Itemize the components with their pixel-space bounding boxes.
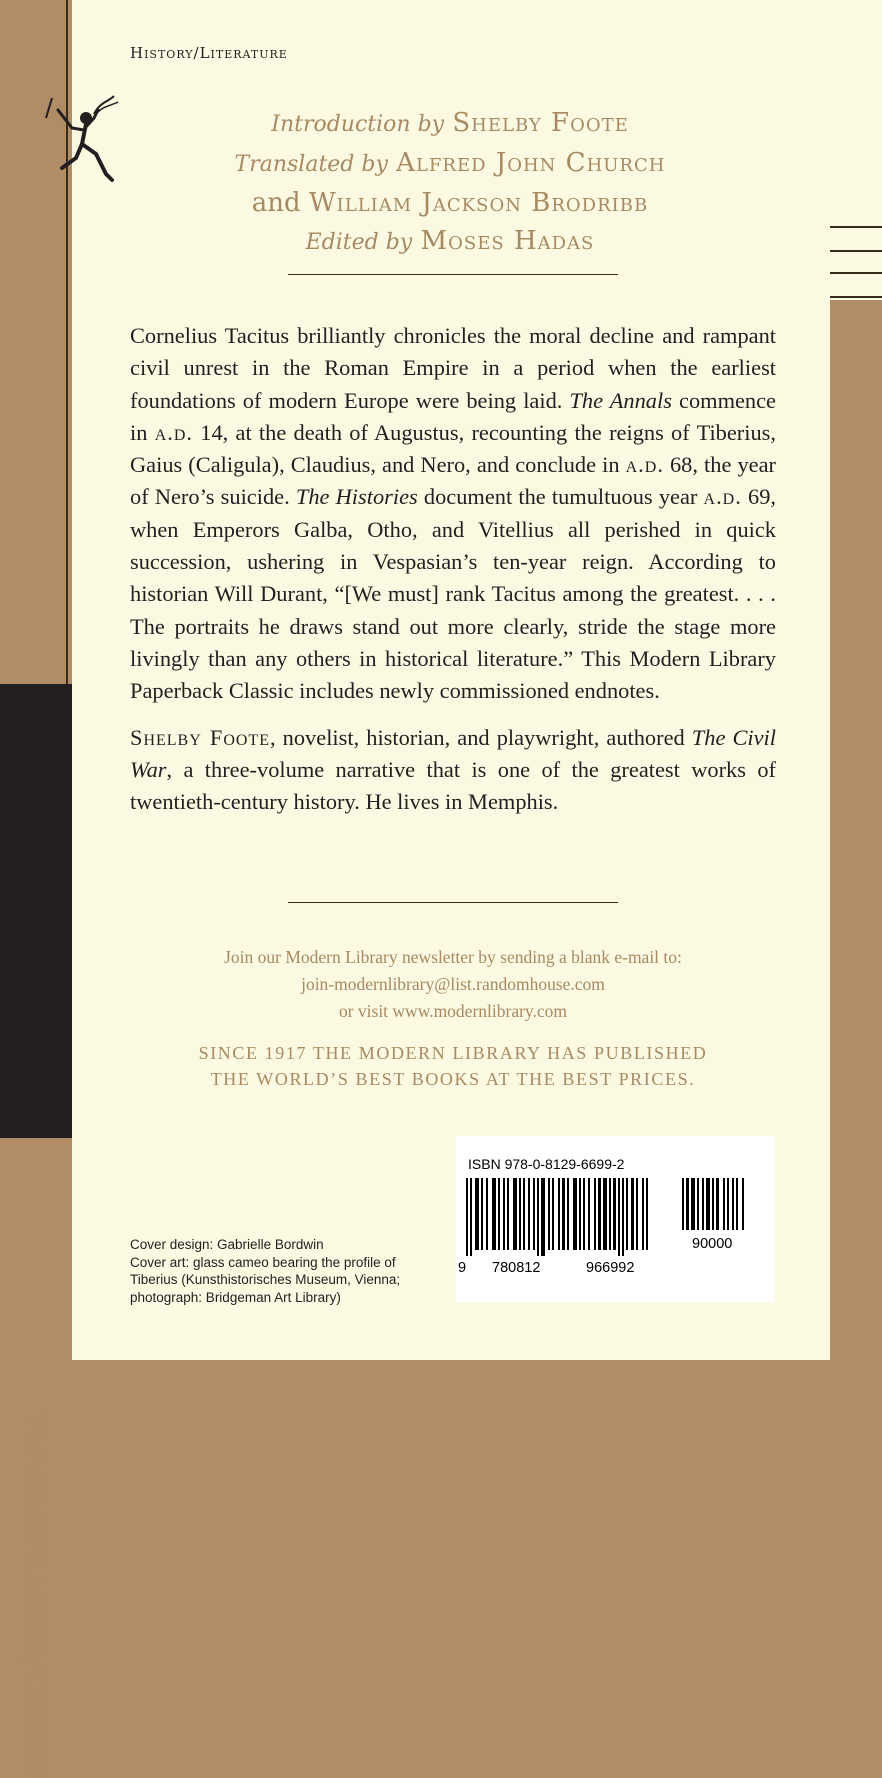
cover-art-credit-2: Tiberius (Kunsthistorisches Museum, Vienna; bbox=[130, 1272, 401, 1287]
bio-name: Shelby Foote bbox=[130, 724, 270, 750]
newsletter-line-1: Join our Modern Library newsletter by sending a blank e-mail to: bbox=[224, 947, 682, 967]
bio-text-1: , novelist, historian, and playwright, authored bbox=[269, 724, 692, 750]
right-strip-top bbox=[830, 0, 882, 300]
editor-credit bbox=[200, 222, 700, 262]
description-text-5: document the tumultuous year bbox=[417, 484, 704, 510]
cover-credits bbox=[130, 1236, 450, 1306]
category-label: History/Literature bbox=[130, 44, 288, 62]
ad-marker: a.d. bbox=[703, 484, 742, 510]
edited-role: Edited by bbox=[305, 230, 413, 255]
description-text-6: 69, when Emperors Galba, Otho, and Vitellius all perished in quick succession, ushering in Vespasian’s ten-year reign. According to historian Will Durant, “[We must] rank Tacitus among the greatest. . . . The portraits he draws stand out more clearly, stride the stage more livingly than any others in historical literature.” This Modern Library Paperback Classic includes newly commissioned endnotes. bbox=[130, 484, 776, 704]
bio-text-2: , a three-volume narrative that is one of the greatest works of twentieth-century history. He lives in Memphis. bbox=[130, 756, 776, 815]
description-paragraph bbox=[130, 320, 776, 708]
bio-paragraph bbox=[130, 722, 776, 819]
cover-design-credit: Cover design: Gabrielle Bordwin bbox=[130, 1237, 324, 1252]
barcode-left-digits: 780812 bbox=[492, 1260, 541, 1276]
introduction-credit bbox=[200, 104, 700, 144]
cover-art-credit: Cover art: glass cameo bearing the profile of bbox=[130, 1254, 396, 1270]
translator-1-name: Alfred John Church bbox=[396, 148, 666, 178]
newsletter-website: or visit www.modernlibrary.com bbox=[338, 1001, 568, 1021]
and-word: and bbox=[251, 188, 301, 218]
translated-role: Translated by bbox=[234, 152, 388, 177]
top-divider bbox=[288, 274, 618, 275]
barcode-right-digits: 966992 bbox=[586, 1260, 635, 1276]
isbn-barcode bbox=[466, 1178, 666, 1256]
price-addon-barcode bbox=[682, 1178, 754, 1230]
description-text-4: 68, the year of Nero’s suicide. bbox=[130, 452, 776, 510]
intro-name: Shelby Foote bbox=[452, 108, 629, 138]
histories-title: The Histories bbox=[295, 484, 418, 510]
description-text-1: Cornelius Tacitus brilliantly chronicles the moral decline and rampant civil unrest in the Roman Empire in a period when the earliest foundations of modern Europe were being laid. bbox=[130, 323, 776, 413]
newsletter-email: join-modernlibrary@list.randomhouse.com bbox=[301, 974, 605, 994]
spine-title: The Modern Library Classics bbox=[23, 1412, 51, 1778]
cover-art-credit-3: photograph: Bridgeman Art Library) bbox=[130, 1289, 341, 1305]
ad-marker: a.d. bbox=[625, 452, 664, 478]
bio-book-title: The Civil War bbox=[130, 724, 776, 782]
annals-title: The Annals bbox=[569, 387, 672, 413]
translator-2-name: William Jackson Brodribb bbox=[308, 188, 649, 218]
isbn-label: ISBN 978-0-8129-6699-2 bbox=[468, 1156, 625, 1172]
torchbearer-logo-icon bbox=[36, 88, 132, 188]
description-text-3: 14, at the death of Augustus, recounting the reigns of Tiberius, Gaius (Caligula), Claudius, and Nero, and conclude in bbox=[130, 419, 776, 478]
description-block bbox=[130, 320, 776, 818]
barcode-box bbox=[456, 1136, 774, 1302]
slogan-line-2: THE WORLD’S BEST BOOKS AT THE BEST PRICES. bbox=[210, 1069, 696, 1089]
description-text-2: commence in bbox=[130, 387, 776, 445]
barcode-addon-digits: 90000 bbox=[692, 1236, 733, 1252]
intro-role: Introduction by bbox=[271, 112, 445, 137]
credits-block bbox=[200, 104, 700, 262]
bottom-divider bbox=[288, 902, 618, 903]
slogan-line-1: SINCE 1917 THE MODERN LIBRARY HAS PUBLISHED bbox=[198, 1043, 708, 1063]
newsletter-block bbox=[130, 944, 776, 1025]
barcode-first-digit: 9 bbox=[458, 1260, 467, 1276]
editor-name: Moses Hadas bbox=[420, 226, 595, 256]
ad-marker: a.d. bbox=[154, 419, 193, 445]
spine-dark-panel bbox=[0, 684, 74, 1778]
left-color-strip bbox=[0, 0, 72, 1360]
translator-credit bbox=[200, 144, 700, 184]
translator-credit-2 bbox=[200, 184, 700, 222]
slogan-block bbox=[130, 1040, 776, 1092]
